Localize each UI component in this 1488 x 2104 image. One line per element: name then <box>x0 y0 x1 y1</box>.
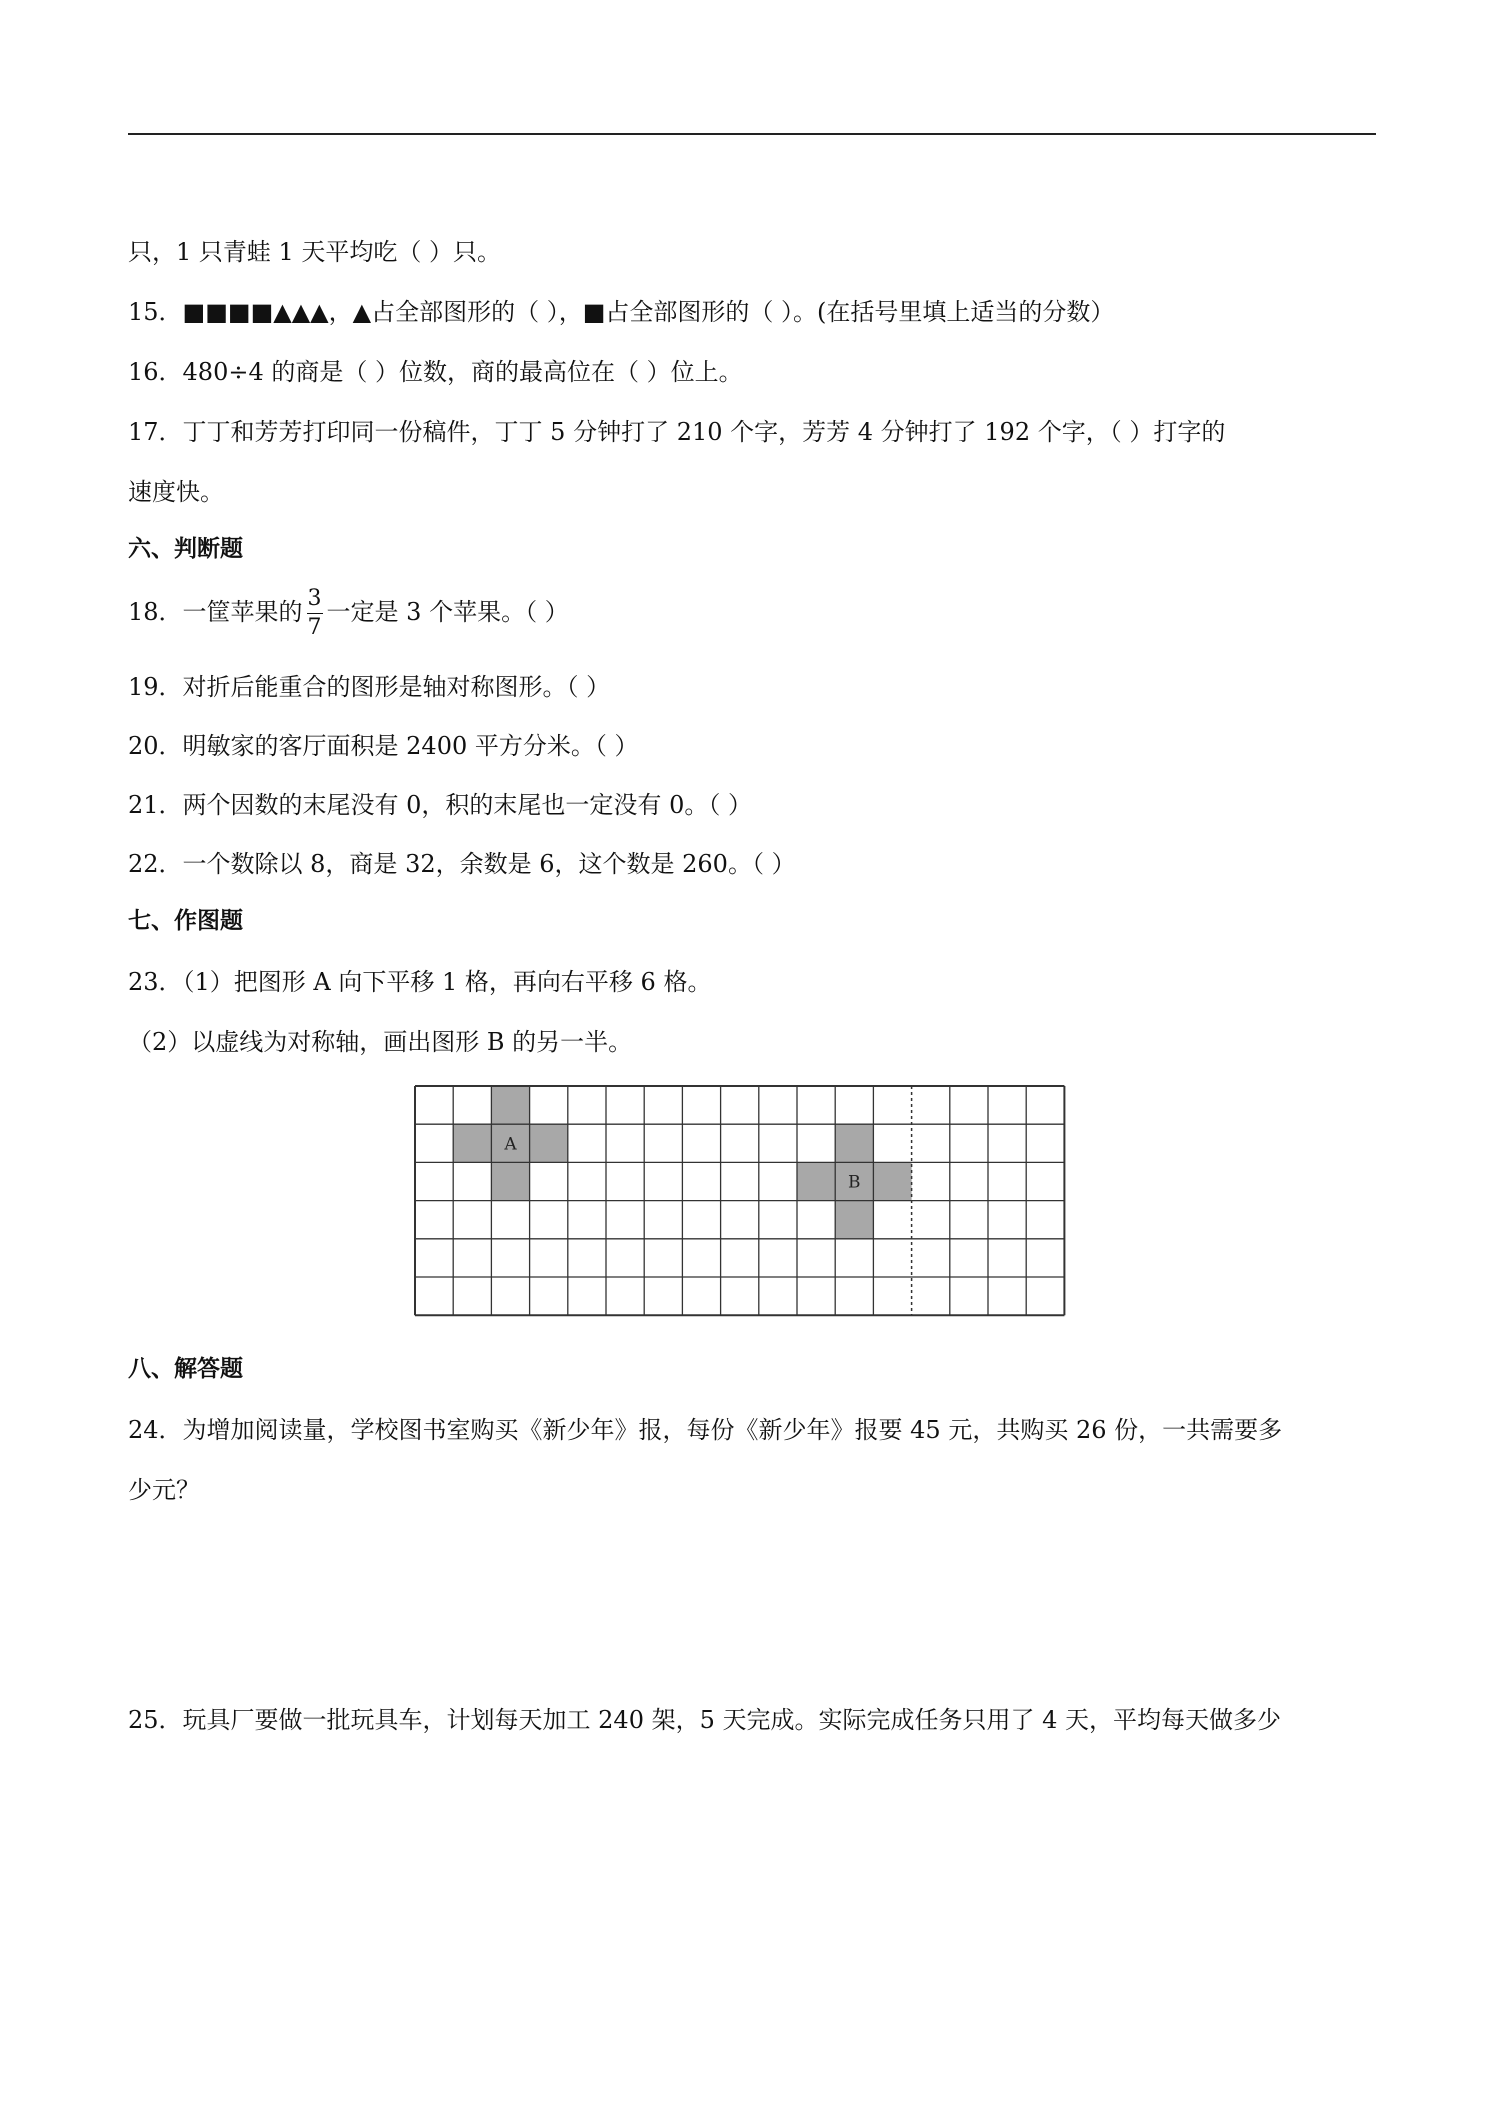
fraction-denominator: 7 <box>307 615 322 640</box>
shape-a-cell <box>491 1086 529 1124</box>
shape-a-cell <box>453 1124 491 1162</box>
section-heading-answers: 八、解答题 <box>128 1356 243 1382</box>
shape-b-cell <box>873 1162 911 1200</box>
fraction-bar <box>307 613 323 614</box>
section-heading-judgement: 六、判断题 <box>128 536 243 562</box>
q17-line1: 17．丁丁和芳芳打印同一份稿件，丁丁 5 分钟打了 210 个字，芳芳 4 分钟打了 192 个字，（ ）打字的 <box>128 418 1226 446</box>
shape-b-cell <box>797 1162 835 1200</box>
q15: 15．■■■■▲▲▲，▲占全部图形的（ ），■占全部图形的（ ）。(在括号里填上适当的分数） <box>128 298 1115 326</box>
q21: 21．两个因数的末尾没有 0，积的末尾也一定没有 0。（ ） <box>128 791 752 819</box>
shape-a-cell <box>491 1162 529 1200</box>
q14-continuation: 只，1 只青蛙 1 天平均吃（ ）只。 <box>128 238 502 266</box>
shape-a-label: A <box>504 1134 517 1155</box>
shape-b-cell <box>835 1201 873 1239</box>
q24-line1: 24．为增加阅读量，学校图书室购买《新少年》报，每份《新少年》报要 45 元，共购买 26 份，一共需要多 <box>128 1416 1283 1444</box>
q18-prefix: 18．一筐苹果的 <box>128 598 303 626</box>
q22: 22．一个数除以 8，商是 32，余数是 6，这个数是 260。（ ） <box>128 850 796 878</box>
drawing-grid <box>414 1085 1066 1325</box>
shape-a-cell <box>530 1124 568 1162</box>
q19: 19．对折后能重合的图形是轴对称图形。（ ） <box>128 673 611 701</box>
q18 <box>128 588 569 639</box>
q20: 20．明敏家的客厅面积是 2400 平方分米。（ ） <box>128 732 639 760</box>
fraction-three-sevenths <box>307 588 323 639</box>
q16: 16．480÷4 的商是（ ）位数，商的最高位在（ ）位上。 <box>128 358 743 386</box>
q25: 25．玩具厂要做一批玩具车，计划每天加工 240 架，5 天完成。实际完成任务只用了 4 天，平均每天做多少 <box>128 1706 1282 1734</box>
q17-line2: 速度快。 <box>128 478 224 506</box>
q18-suffix: 一定是 3 个苹果。（ ） <box>326 598 569 626</box>
shape-b-cell <box>835 1124 873 1162</box>
q23-part1: 23．（1）把图形 A 向下平移 1 格，再向右平移 6 格。 <box>128 968 712 996</box>
grid-figure <box>414 1085 1066 1319</box>
q24-line2: 少元？ <box>128 1476 200 1504</box>
q23-part2: （2）以虚线为对称轴，画出图形 B 的另一半。 <box>128 1028 633 1056</box>
fraction-numerator: 3 <box>307 586 322 611</box>
header-rule <box>128 133 1376 135</box>
section-heading-drawing: 七、作图题 <box>128 908 243 934</box>
shape-b-label: B <box>848 1172 861 1193</box>
